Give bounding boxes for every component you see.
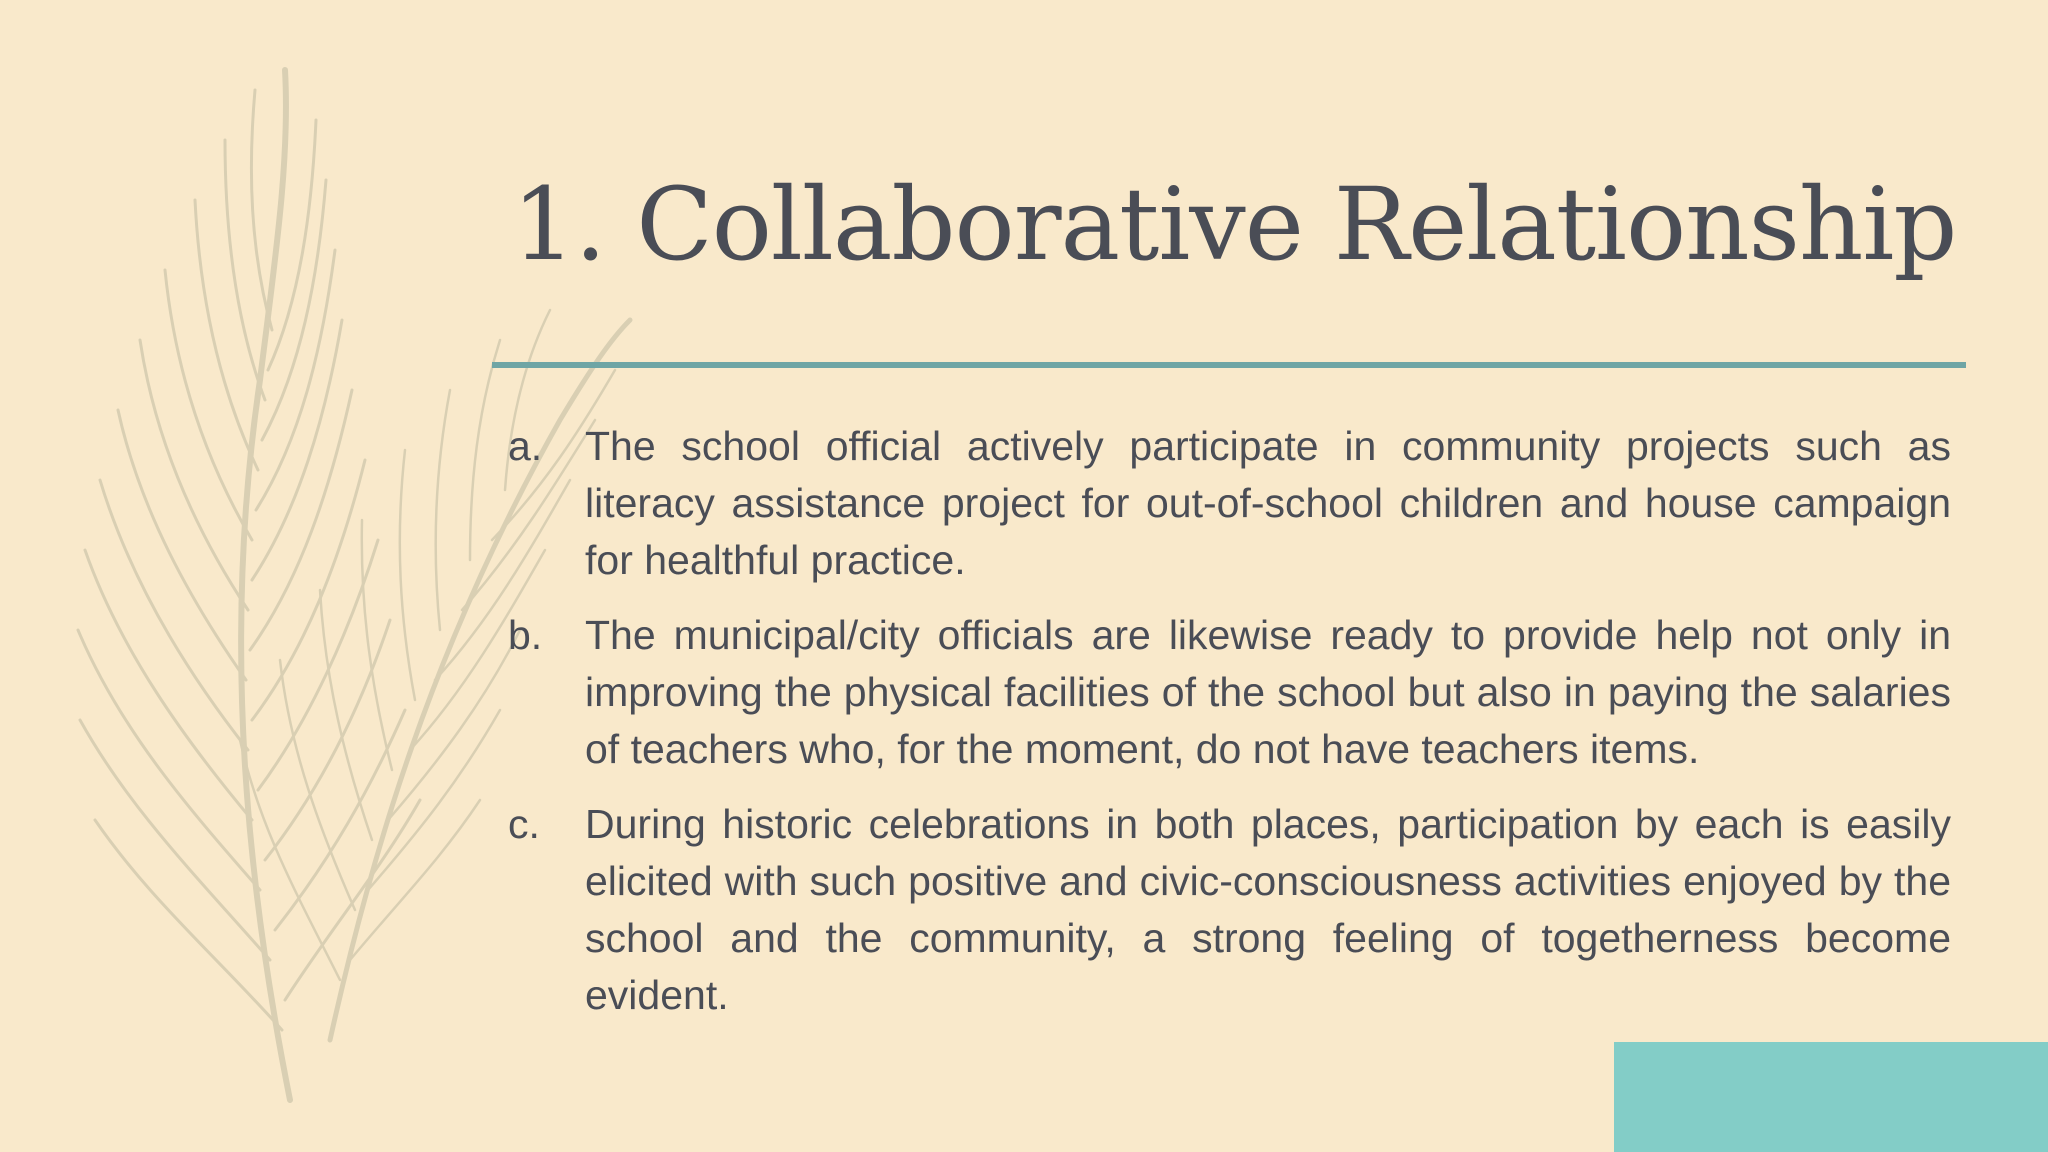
list-marker: b.: [508, 612, 543, 658]
bullet-list: [508, 418, 1951, 1042]
title-divider: [492, 362, 1966, 368]
slide-title: 1. Collaborative Relationship: [512, 166, 1957, 283]
list-item: [508, 607, 1951, 778]
list-item-text: During historic celebrations in both places, participation by each is easily elicited with such positive and civic-consciousness activities enjoyed by the school and the community, a strong feeling of togetherness become evident.: [585, 801, 1951, 1018]
list-item: [508, 796, 1951, 1024]
list-marker: c.: [508, 801, 540, 847]
list-item: [508, 418, 1951, 589]
corner-accent-block: [1614, 1042, 2048, 1152]
list-item-text: The school official actively participate in community projects such as literacy assistance project for out-of-school children and house campaign for healthful practice.: [585, 423, 1951, 583]
list-marker: a.: [508, 423, 543, 469]
list-item-text: The municipal/city officials are likewise ready to provide help not only in improving the physical facilities of the school but also in paying the salaries of teachers who, for the moment, do not have teachers items.: [585, 612, 1951, 772]
